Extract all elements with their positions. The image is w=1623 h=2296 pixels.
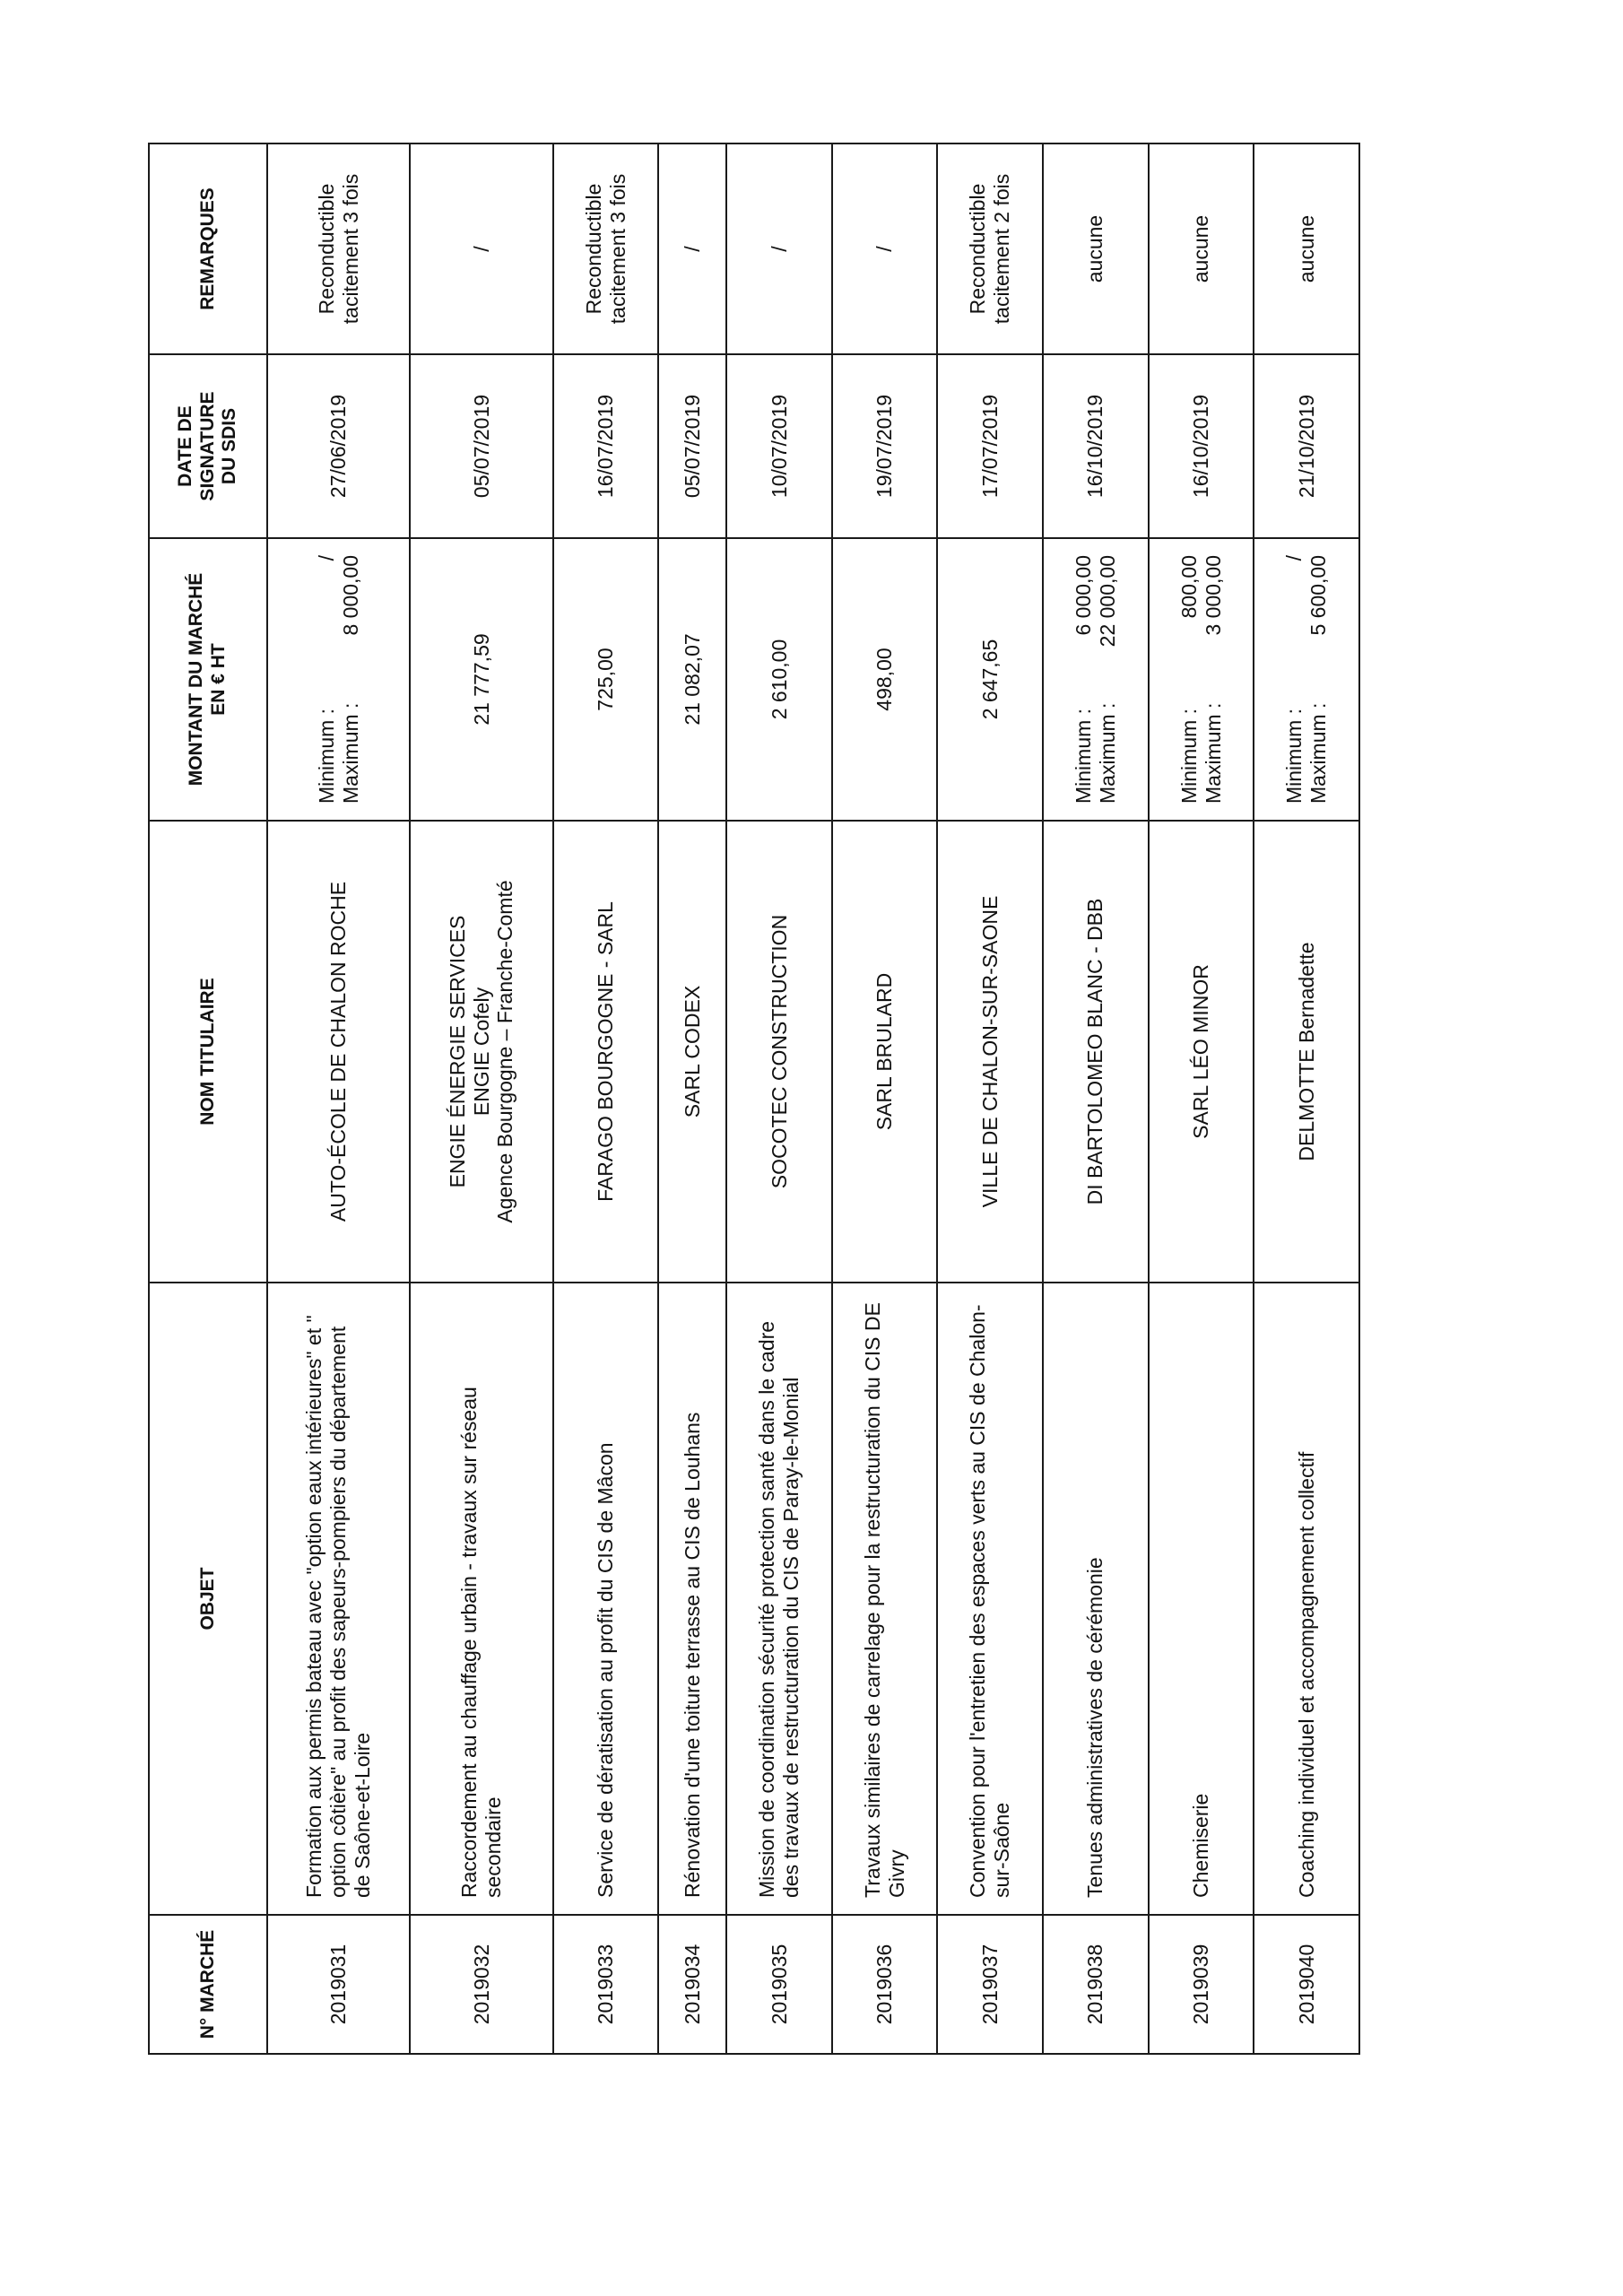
- cell-date: [658, 354, 726, 538]
- cell-date: [726, 354, 832, 538]
- cell-montant: [832, 538, 938, 821]
- titulaire-line: DELMOTTE Bernadette: [1294, 942, 1318, 1161]
- table-row: [410, 144, 552, 2054]
- cell-numero: [937, 1915, 1043, 2054]
- date-text: 05/07/2019: [680, 394, 704, 499]
- montant-minmax: [1177, 555, 1226, 804]
- contracts-table: [148, 143, 1360, 2055]
- header-row: [149, 144, 267, 2054]
- montant-values: [1282, 555, 1331, 636]
- cell-date: [1254, 354, 1359, 538]
- date-text: 21/10/2019: [1294, 394, 1318, 499]
- date-text: 16/10/2019: [1083, 394, 1107, 499]
- max-label: Maximum :: [1095, 702, 1119, 804]
- cell-date: [267, 354, 410, 538]
- montant-single: [470, 555, 494, 804]
- objet-text: Tenues administratives de cérémonie: [1083, 1557, 1107, 1898]
- cell-titulaire: [1149, 821, 1254, 1283]
- table-row: [267, 144, 410, 2054]
- montant-minmax: [1072, 555, 1120, 804]
- table-row: [937, 144, 1043, 2054]
- montant-value: 21 777,59: [469, 633, 493, 726]
- montant-value: 498,00: [872, 648, 897, 711]
- montant-labels: [1282, 703, 1331, 804]
- remarque-line: Reconductible: [581, 183, 605, 315]
- max-value: 5 600,00: [1306, 555, 1331, 636]
- titulaire-line: VILLE DE CHALON-SUR-SAONE: [977, 895, 1002, 1208]
- max-value: 22 000,00: [1095, 555, 1119, 648]
- cell-numero: [726, 1915, 832, 2054]
- cell-titulaire: [832, 821, 938, 1283]
- objet-text: Rénovation d'une toiture terrasse au CIS de Louhans: [680, 1412, 704, 1898]
- cell-titulaire: [726, 821, 832, 1283]
- numero-text: 2019040: [1294, 1944, 1318, 2025]
- cell-objet: [553, 1283, 659, 1915]
- numero-text: 2019039: [1189, 1944, 1213, 2025]
- cell-titulaire: [1043, 821, 1149, 1283]
- cell-montant: [1149, 538, 1254, 821]
- titulaire-line: DI BARTOLOMEO BLANC - DBB: [1083, 898, 1107, 1205]
- min-value: /: [314, 555, 338, 561]
- cell-montant: [658, 538, 726, 821]
- cell-objet: [832, 1283, 938, 1915]
- cell-montant: [553, 538, 659, 821]
- cell-date: [937, 354, 1043, 538]
- cell-titulaire: [937, 821, 1043, 1283]
- min-label: Minimum :: [1072, 708, 1095, 804]
- cell-numero: [1254, 1915, 1359, 2054]
- cell-numero: [267, 1915, 410, 2054]
- cell-remarques: [726, 144, 832, 354]
- objet-text: Mission de coordination sécurité protection santé dans le cadre des travaux de restructuration du CIS de Paray-le-Monial: [755, 1320, 803, 1898]
- min-label: Minimum :: [314, 708, 338, 804]
- cell-montant: [410, 538, 552, 821]
- montant-value: 2 647,65: [977, 639, 1002, 720]
- numero-text: 2019038: [1083, 1944, 1107, 2025]
- min-label: Minimum :: [1176, 708, 1201, 804]
- montant-single: [594, 555, 618, 804]
- titulaire-line: ENGIE Cofely: [469, 987, 493, 1117]
- min-value: 800,00: [1176, 555, 1201, 619]
- header-remarques: REMARQUES: [149, 144, 267, 354]
- header-objet: OBJET: [149, 1283, 267, 1915]
- remarque-line: aucune: [1083, 214, 1107, 283]
- header-montant: MONTANT DU MARCHÉ EN € HT: [149, 538, 267, 821]
- objet-text: Chemiserie: [1189, 1793, 1213, 1898]
- date-text: 17/07/2019: [977, 394, 1002, 499]
- cell-numero: [553, 1915, 659, 2054]
- cell-titulaire: [553, 821, 659, 1283]
- objet-text: Service de dératisation au profit du CIS de Mâcon: [594, 1442, 618, 1898]
- table-row: [726, 144, 832, 2054]
- cell-montant: [1254, 538, 1359, 821]
- cell-remarques: [553, 144, 659, 354]
- header-titulaire: NOM TITULAIRE: [149, 821, 267, 1283]
- header-numero: N° MARCHÉ: [149, 1915, 267, 2054]
- table-row: [1254, 144, 1359, 2054]
- objet-text: Convention pour l'entretien des espaces verts au CIS de Chalon-sur-Saône: [966, 1304, 1014, 1898]
- montant-single: [681, 555, 705, 804]
- montant-values: [1177, 555, 1226, 636]
- cell-objet: [1254, 1283, 1359, 1915]
- cell-titulaire: [267, 821, 410, 1283]
- cell-date: [1149, 354, 1254, 538]
- objet-text: Raccordement au chauffage urbain - travaux sur réseau secondaire: [457, 1387, 506, 1898]
- cell-objet: [1149, 1283, 1254, 1915]
- titulaire-line: AUTO-ÉCOLE DE CHALON ROCHE: [326, 881, 351, 1222]
- table-body: [267, 144, 1359, 2054]
- cell-numero: [410, 1915, 552, 2054]
- titulaire-line: SARL LÉO MINOR: [1189, 964, 1213, 1139]
- remarque-line: aucune: [1294, 214, 1318, 283]
- table-row: [658, 144, 726, 2054]
- titulaire-line: FARAGO BOURGOGNE - SARL: [594, 901, 618, 1202]
- objet-text: Formation aux permis bateau avec "option eaux intérieures" et " option côtière" au profit des sapeurs-pompiers du département de Saône-et-Loire: [302, 1315, 375, 1898]
- max-label: Maximum :: [338, 702, 362, 804]
- remarque-line: /: [767, 246, 791, 252]
- cell-remarques: [267, 144, 410, 354]
- numero-text: 2019037: [977, 1944, 1002, 2025]
- table-row: [553, 144, 659, 2054]
- cell-titulaire: [410, 821, 552, 1283]
- remarque-line: tacitement 3 fois: [338, 173, 362, 325]
- header-date: DATE DE SIGNATURE DU SDIS: [149, 354, 267, 538]
- remarque-line: Reconductible: [966, 183, 990, 315]
- date-text: 16/07/2019: [594, 394, 618, 499]
- cell-numero: [1149, 1915, 1254, 2054]
- montant-values: [315, 555, 363, 636]
- cell-date: [553, 354, 659, 538]
- titulaire-line: ENGIE ÉNERGIE SERVICES: [445, 915, 469, 1188]
- cell-remarques: [832, 144, 938, 354]
- cell-objet: [410, 1283, 552, 1915]
- min-value: /: [1282, 555, 1306, 561]
- cell-montant: [1043, 538, 1149, 821]
- cell-objet: [267, 1283, 410, 1915]
- numero-text: 2019035: [767, 1944, 791, 2025]
- min-value: 6 000,00: [1072, 555, 1095, 636]
- date-text: 27/06/2019: [326, 394, 351, 499]
- cell-titulaire: [1254, 821, 1359, 1283]
- table-row: [832, 144, 938, 2054]
- cell-montant: [937, 538, 1043, 821]
- montant-minmax: [315, 555, 363, 804]
- max-value: 3 000,00: [1201, 555, 1225, 636]
- cell-titulaire: [658, 821, 726, 1283]
- numero-text: 2019032: [469, 1944, 493, 2025]
- numero-text: 2019036: [872, 1944, 897, 2025]
- cell-date: [1043, 354, 1149, 538]
- cell-montant: [267, 538, 410, 821]
- min-label: Minimum :: [1282, 708, 1306, 804]
- remarque-line: /: [469, 246, 493, 252]
- cell-numero: [658, 1915, 726, 2054]
- montant-value: 725,00: [594, 648, 618, 711]
- remarque-line: /: [680, 246, 704, 252]
- montant-value: 2 610,00: [767, 639, 791, 720]
- max-label: Maximum :: [1306, 702, 1331, 804]
- max-label: Maximum :: [1201, 702, 1225, 804]
- montant-values: [1072, 555, 1120, 647]
- rotated-page-content: [148, 144, 1360, 2055]
- date-text: 05/07/2019: [469, 394, 493, 499]
- date-text: 19/07/2019: [872, 394, 897, 499]
- montant-single: [978, 555, 1002, 804]
- max-value: 8 000,00: [338, 555, 362, 636]
- titulaire-line: Agence Bourgogne – Franche-Comté: [493, 880, 517, 1223]
- cell-objet: [658, 1283, 726, 1915]
- cell-objet: [726, 1283, 832, 1915]
- titulaire-line: SARL BRULARD: [872, 972, 897, 1131]
- montant-minmax: [1282, 555, 1331, 804]
- remarque-line: Reconductible: [314, 183, 338, 315]
- montant-labels: [1177, 703, 1226, 804]
- cell-montant: [726, 538, 832, 821]
- titulaire-line: SARL CODEX: [680, 985, 704, 1118]
- montant-single: [872, 555, 897, 804]
- montant-labels: [315, 703, 363, 804]
- cell-remarques: [410, 144, 552, 354]
- cell-remarques: [1254, 144, 1359, 354]
- remarque-line: tacitement 3 fois: [605, 173, 629, 325]
- date-text: 10/07/2019: [767, 394, 791, 499]
- remarque-line: tacitement 2 fois: [990, 173, 1014, 325]
- numero-text: 2019031: [326, 1944, 351, 2025]
- cell-numero: [832, 1915, 938, 2054]
- table-row: [1149, 144, 1254, 2054]
- remarque-line: aucune: [1189, 214, 1213, 283]
- objet-text: Coaching individuel et accompagnement collectif: [1294, 1451, 1318, 1898]
- cell-remarques: [1043, 144, 1149, 354]
- remarque-line: /: [872, 246, 897, 252]
- cell-numero: [1043, 1915, 1149, 2054]
- cell-remarques: [1149, 144, 1254, 354]
- montant-labels: [1072, 703, 1120, 804]
- numero-text: 2019033: [594, 1944, 618, 2025]
- objet-text: Travaux similaires de carrelage pour la restructuration du CIS DE Givry: [860, 1302, 908, 1898]
- cell-date: [832, 354, 938, 538]
- montant-single: [768, 555, 792, 804]
- cell-date: [410, 354, 552, 538]
- date-text: 16/10/2019: [1189, 394, 1213, 499]
- cell-remarques: [937, 144, 1043, 354]
- table-header: [149, 144, 267, 2054]
- cell-objet: [937, 1283, 1043, 1915]
- cell-objet: [1043, 1283, 1149, 1915]
- titulaire-line: SOCOTEC CONSTRUCTION: [767, 914, 791, 1189]
- table-row: [1043, 144, 1149, 2054]
- montant-value: 21 082,07: [680, 633, 704, 726]
- cell-remarques: [658, 144, 726, 354]
- numero-text: 2019034: [680, 1944, 704, 2025]
